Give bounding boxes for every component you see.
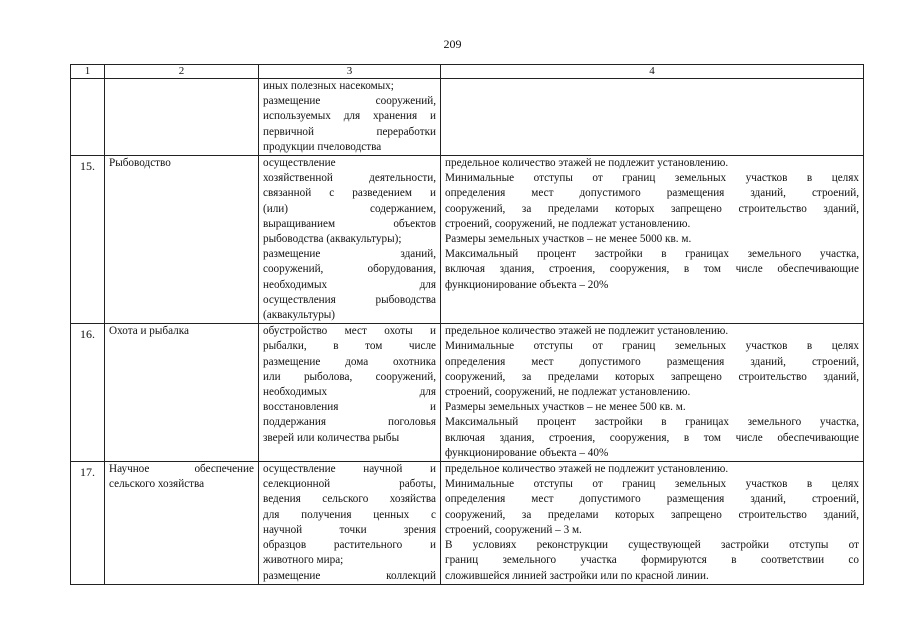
text-line: рыбоводства (аквакультуры); (263, 233, 402, 246)
use-name-cell (105, 79, 259, 156)
text-line: Рыбоводство (109, 157, 171, 170)
parameters-cell (441, 462, 864, 585)
table-row (71, 79, 864, 156)
text-line: предельное количество этажей не подлежит установлению. (445, 157, 729, 170)
text-line: образцов растительного и (263, 539, 436, 552)
text-line: Минимальные отступы от границ земельных участков в целях (445, 340, 859, 353)
text-line: поддержания поголовья (263, 416, 436, 429)
text-line: размещение сооружений, (263, 95, 436, 108)
row-number (71, 79, 105, 156)
text-line: включая здания, строения, сооружения, в том числе обеспечивающие (445, 263, 859, 276)
text-line: осуществление научной и (263, 463, 436, 476)
text-line: иных полезных насекомых; (263, 80, 394, 92)
text-line: необходимых для (263, 386, 436, 399)
text-line: Максимальный процент застройки в границах земельного участка, (445, 248, 859, 261)
text-line: сложившейся линией застройки или по красной линии. (445, 569, 709, 582)
text-line: осуществление (263, 157, 336, 170)
text-line: восстановления и (263, 401, 436, 414)
text-line: Минимальные отступы от границ земельных участков в целях (445, 172, 859, 185)
text-line: ведения сельского хозяйства (263, 493, 436, 506)
header-cell-2: 2 (105, 65, 259, 79)
text-line: функционирование объекта – 40% (445, 446, 609, 459)
text-line: Размеры земельных участков – не менее 500 кв. м. (445, 401, 686, 414)
table-row (71, 324, 864, 462)
text-line: (или) содержанием, (263, 202, 436, 215)
text-line: сооружений, за пределами которых запрещено строительство зданий, (445, 202, 859, 215)
text-line: В условиях реконструкции существующей застройки отступы от (445, 539, 859, 552)
row-number: 16. (71, 324, 105, 462)
text-line: (аквакультуры) (263, 309, 336, 322)
text-line: обустройство мест охоты и (263, 325, 436, 338)
text-line: определения мест допустимого размещения зданий, строений, (445, 493, 859, 506)
text-line: селекционной работы, (263, 478, 436, 491)
text-line: размещение коллекций (263, 569, 436, 582)
parameters-cell (441, 324, 864, 462)
table-row (71, 156, 864, 324)
text-line: хозяйственной деятельности, (263, 172, 436, 185)
text-line: животного мира; (263, 554, 344, 567)
use-description-cell (259, 79, 441, 156)
use-description-cell (259, 324, 441, 462)
text-line: зверей или количества рыбы (263, 431, 400, 444)
text-line: определения мест допустимого размещения зданий, строений, (445, 355, 859, 368)
row-number: 17. (71, 462, 105, 585)
header-cell-4: 4 (441, 65, 864, 79)
text-line: сельского хозяйства (109, 478, 205, 491)
text-line: научной точки зрения (263, 523, 436, 536)
use-description-cell (259, 462, 441, 585)
text-line: связанной с разведением и (263, 187, 436, 200)
table-header-row (71, 65, 864, 79)
text-line: для получения ценных с (263, 508, 436, 521)
parameters-cell (441, 156, 864, 324)
text-line: Научное обеспечение (109, 463, 254, 476)
text-line: строений, сооружений, не подлежат установлению. (445, 386, 691, 399)
text-line: необходимых для (263, 278, 436, 291)
text-line: используемых для хранения и (263, 110, 436, 123)
use-name-cell (105, 324, 259, 462)
use-name-cell (105, 462, 259, 585)
table-row (71, 462, 864, 585)
row-number: 15. (71, 156, 105, 324)
text-line: включая здания, строения, сооружения, в том числе обеспечивающие (445, 431, 859, 444)
text-line: или рыболова, сооружений, (263, 370, 436, 383)
parameters-cell (441, 79, 864, 156)
text-line: предельное количество этажей не подлежит установлению. (445, 463, 729, 476)
text-line: сооружений, за пределами которых запрещено строительство зданий, (445, 508, 859, 521)
page-number: 209 (443, 37, 462, 51)
use-description-cell (259, 156, 441, 324)
text-line: первичной переработки (263, 125, 436, 138)
text-line: размещение зданий, (263, 248, 436, 261)
text-line: границ земельного участка формируются в соответствии со (445, 554, 859, 567)
text-line: размещение дома охотника (263, 355, 436, 368)
text-line: рыбалки, в том числе (263, 340, 436, 353)
text-line: строений, сооружений, не подлежат установлению. (445, 217, 691, 230)
text-line: строений, сооружений – 3 м. (445, 523, 582, 536)
text-line: Минимальные отступы от границ земельных участков в целях (445, 478, 859, 491)
text-line: сооружений, оборудования, (263, 263, 436, 276)
text-line: определения мест допустимого размещения зданий, строений, (445, 187, 859, 200)
text-line: Охота и рыбалка (109, 325, 189, 338)
text-line: выращиванием объектов (263, 217, 436, 230)
regulations-table (70, 64, 864, 585)
text-line: осуществления рыбоводства (263, 293, 436, 306)
text-line: Размеры земельных участков – не менее 5000 кв. м. (445, 233, 692, 246)
header-cell-1: 1 (71, 65, 105, 79)
text-line: функционирование объекта – 20% (445, 278, 609, 291)
use-name-cell (105, 156, 259, 324)
text-line: сооружений, за пределами которых запрещено строительство зданий, (445, 370, 859, 383)
text-line: предельное количество этажей не подлежит установлению. (445, 325, 729, 338)
text-line: Максимальный процент застройки в границах земельного участка, (445, 416, 859, 429)
header-cell-3: 3 (259, 65, 441, 79)
text-line: продукции пчеловодства (263, 140, 382, 153)
